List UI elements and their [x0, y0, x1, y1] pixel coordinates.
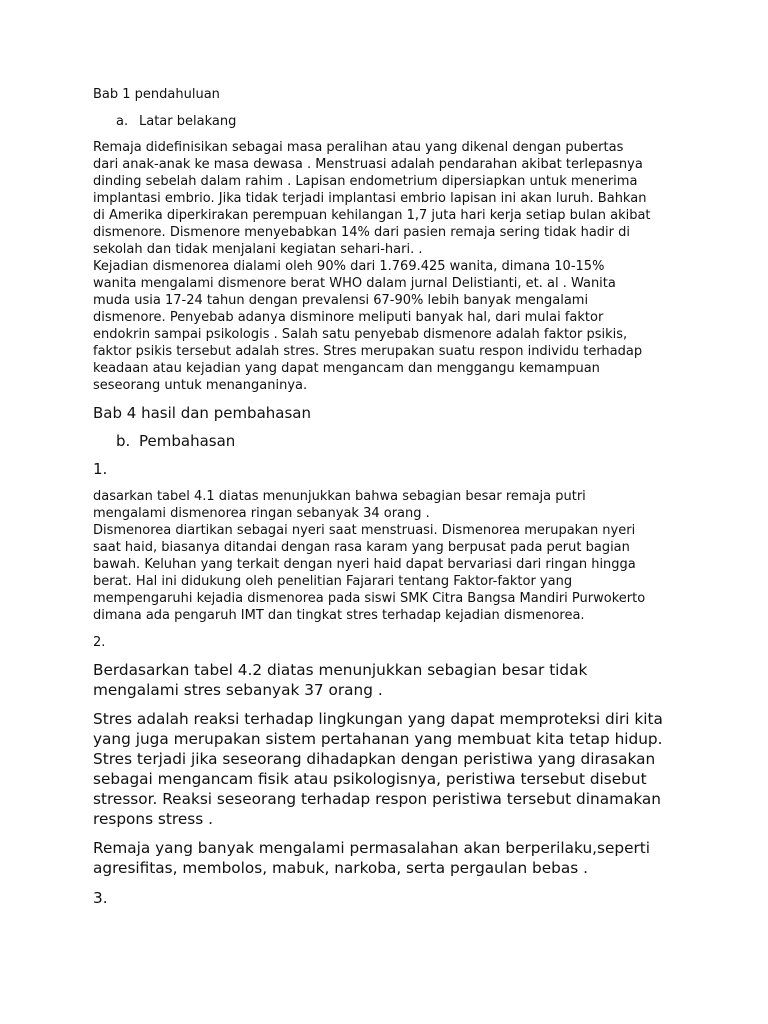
paragraph-remaja: Remaja didefinisikan sebagai masa peralihan atau yang dikenal dengan pubertas dari anak-anak ke masa dewasa . Menstruasi adalah pendarahan akibat terlepasnya dinding sebelah dalam rahim . Lapisan endometrium dipersiapkan untuk menerima implantasi embrio. Jika tidak terjadi implantasi embrio lapisan ini akan luruh. Bahkan di Amerika diperkirakan perempuan kehilangan 1,7 juta hari kerja setiap bulan akibat dismenore. Dismenore menyebabkan 14% dari pasien remaja sering tidak hadir di sekolah dan tidak menjalani kegiatan sehari-hari. .	[93, 140, 651, 257]
subheading-label: Pembahasan	[139, 432, 236, 450]
subheading-label: Latar belakang	[139, 114, 237, 129]
number-1: 1.	[93, 460, 108, 478]
paragraph-tabel-4-1: dasarkan tabel 4.1 diatas menunjukkan bahwa sebagian besar remaja putri mengalami dismenorea ringan sebanyak 34 orang .	[93, 489, 586, 521]
heading-bab-4: Bab 4 hasil dan pembahasan	[93, 404, 311, 422]
heading-bab-1: Bab 1 pendahuluan	[93, 87, 220, 102]
subheading-latar-belakang	[116, 113, 693, 130]
paragraph-tabel-4-2: Berdasarkan tabel 4.2 diatas menunjukkan sebagian besar tidak mengalami stres sebanyak 37 orang .	[93, 661, 588, 699]
list-marker-b: b.	[116, 432, 131, 450]
paragraph-kejadian: Kejadian dismenorea dialami oleh 90% dari 1.769.425 wanita, dimana 10-15% wanita mengalami dismenore berat WHO dalam jurnal Delistianti, et. al . Wanita muda usia 17-24 tahun dengan prevalensi 67-90% lebih banyak mengalami dismenore. Penyebab adanya disminore meliputi banyak hal, dari mulai faktor endokrin sampai psikologis . Salah satu penyebab dismenore adalah faktor psikis, faktor psikis tersebut adalah stres. Stres merupakan suatu respon individu terhadap keadaan atau kejadian yang dapat mengancam dan menggangu kemampuan seseorang untuk menanganinya.	[93, 259, 643, 393]
paragraph-remaja-permasalahan: Remaja yang banyak mengalami permasalahan akan berperilaku,seperti agresifitas, membolos, mabuk, narkoba, serta pergaulan bebas .	[93, 839, 651, 877]
document-page	[93, 86, 693, 908]
paragraph-dismenorea: Dismenorea diartikan sebagai nyeri saat menstruasi. Dismenorea merupakan nyeri saat haid, biasanya ditandai dengan rasa karam yang berpusat pada perut bagian bawah. Keluhan yang terkait dengan nyeri haid dapat bervariasi dari ringan hingga berat. Hal ini didukung oleh penelitian Fajarari tentang Faktor-faktor yang mempengaruhi kejadia dismenorea pada siswi SMK Citra Bangsa Mandiri Purwokerto dimana ada pengaruh IMT dan tingkat stres terhadap kejadian dismenorea.	[93, 523, 646, 623]
list-marker-a: a.	[116, 114, 129, 129]
number-3: 3.	[93, 889, 108, 907]
number-2: 2.	[93, 635, 106, 650]
subheading-pembahasan	[116, 431, 693, 451]
paragraph-stres: Stres adalah reaksi terhadap lingkungan yang dapat memproteksi diri kita yang juga merupakan sistem pertahanan yang membuat kita tetap hidup. Stres terjadi jika seseorang dihadapkan dengan peristiwa yang dirasakan sebagai mengancam fisik atau psikologisnya, peristiwa tersebut disebut stressor. Reaksi seseorang terhadap respon peristiwa tersebut dinamakan respons stress .	[93, 710, 663, 828]
